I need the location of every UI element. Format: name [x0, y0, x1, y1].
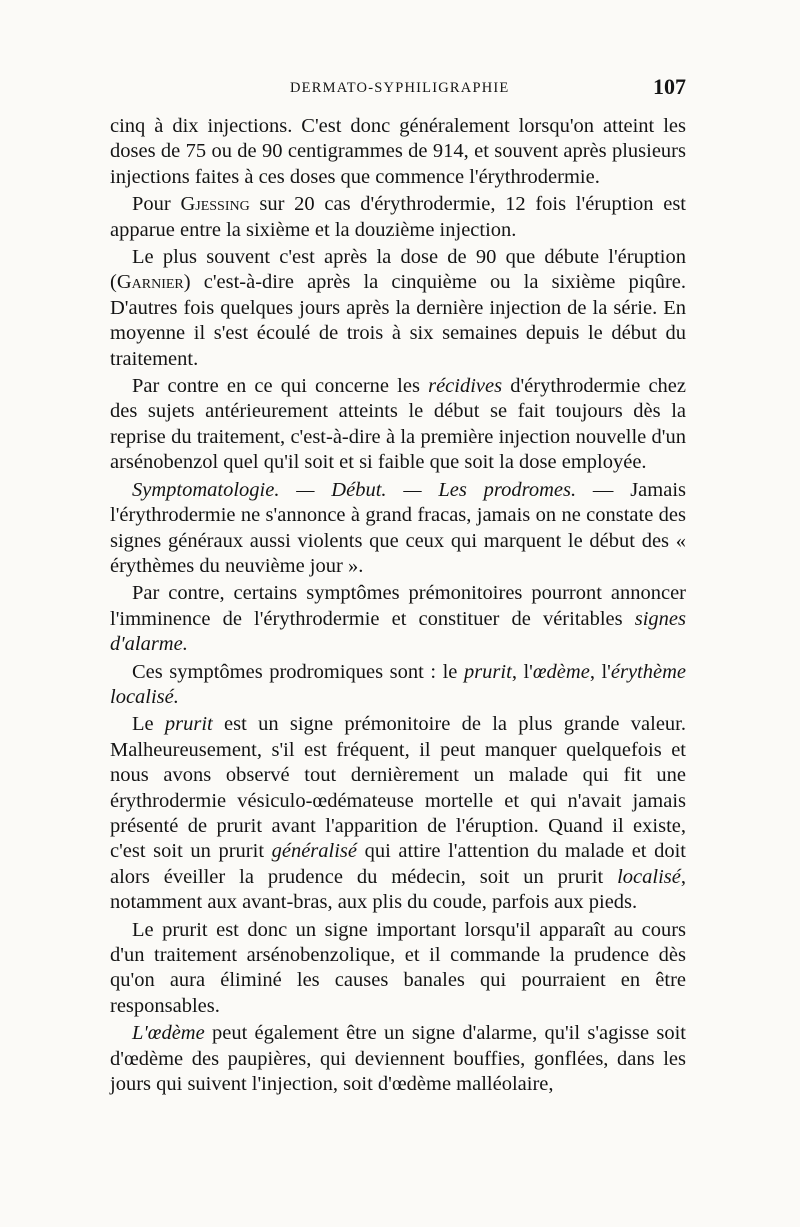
emphasis-text: œdème [532, 660, 590, 683]
text-run: est un signe prémonitoire de la plus grande valeur. Malheureusement, s'il est fréquent, il peut manquer quelquefois et nous avons observé tout dernièrement un malade qui fit une érythrodermie vésiculo-œdémateuse mortelle et qui n'avait jamais présenté de prurit avant l'apparition de l'éruption. Quand il existe, c'est soit un prurit [110, 713, 687, 863]
body-text [110, 114, 686, 1099]
paragraph [110, 581, 686, 657]
text-run: cinq à dix injections. C'est donc généralement lorsqu'on atteint les doses de 75 ou de 90 centigrammes de 914, et souvent après plusieurs injections faites à ces doses que commence l'érythrodermie. [110, 115, 686, 188]
text-run: peut également être un signe d'alarme, qu'il s'agisse soit d'œdème des paupières, qui deviennent bouffies, gonflées, dans les jours qui suivent l'injection, soit d'œdème malléolaire, [110, 1022, 686, 1096]
emphasis-text: Garnier [116, 271, 184, 294]
text-run: Par contre en ce qui concerne les [132, 375, 429, 398]
paragraph [110, 245, 686, 372]
paragraph [110, 114, 686, 190]
emphasis-text: érythème localisé. [110, 660, 686, 708]
text-run: , l' [589, 660, 611, 683]
paragraph [110, 478, 686, 580]
emphasis-text: généralisé [271, 840, 358, 863]
text-run: , notamment aux avant-bras, aux plis du coude, parfois aux pieds. [110, 865, 686, 914]
text-run: ) c'est-à-dire après la cinquième ou la sixième piqûre. D'autres fois quelques jours après la dernière injection de la série. En moyenne il s'est écoulé de trois à six semaines depuis le début du traitement. [110, 271, 686, 370]
paragraph [110, 918, 686, 1020]
running-title: DERMATO-SYPHILIGRAPHIE [290, 80, 510, 96]
text-run: Le [132, 713, 165, 736]
emphasis-text: localisé [617, 865, 681, 888]
emphasis-text: signes d'alarme. [110, 607, 686, 656]
text-run: Le plus souvent c'est après la dose de 90 que débute l'éruption ( [110, 246, 686, 294]
text-run: Ces symptômes prodromiques sont : le [132, 660, 464, 683]
emphasis-text: prurit [463, 660, 512, 683]
text-run: qui attire l'attention du malade et doit alors éveiller la prudence du médecin, soit un prurit [110, 840, 686, 888]
paragraph [110, 712, 686, 915]
text-run: — Jamais l'érythrodermie ne s'annonce à grand fracas, jamais on ne constate des signes généraux aussi violents que ceux qui marquent le début des « érythèmes du neuvième jour ». [110, 478, 686, 577]
emphasis-text: Symptomatologie. — Début. — Les prodromes. [132, 478, 577, 501]
emphasis-text: récidives [428, 375, 503, 398]
emphasis-text: L'œdème [132, 1022, 205, 1045]
text-run: Pour [132, 193, 181, 216]
emphasis-text: prurit [164, 713, 213, 736]
paragraph [110, 192, 686, 243]
text-run: , l' [511, 660, 533, 683]
text-run: Par contre, certains symptômes prémonitoires pourront annoncer l'imminence de l'érythrodermie et constituer de véritables [110, 582, 686, 630]
text-run: Le prurit est donc un signe important lorsqu'il apparaît au cours d'un traitement arsénobenzolique, et il commande la prudence dès qu'on aura éliminé les causes banales qui pourraient en être responsables. [110, 918, 686, 1017]
emphasis-text: Gjessing [180, 193, 250, 216]
paragraph [110, 660, 686, 711]
text-run: sur 20 cas d'érythrodermie, 12 fois l'éruption est apparue entre la sixième et la douzième injection. [110, 193, 686, 241]
paragraph [110, 374, 686, 476]
page-header [110, 74, 686, 104]
text-run: d'érythrodermie chez des sujets antérieurement atteints le début se fait toujours dès la reprise du traitement, c'est-à-dire à la première injection nouvelle d'un arsénobenzol quel qu'il soit et si faible que soit la dose employée. [110, 375, 686, 474]
paragraph [110, 1021, 686, 1097]
page-number: 107 [653, 74, 686, 99]
